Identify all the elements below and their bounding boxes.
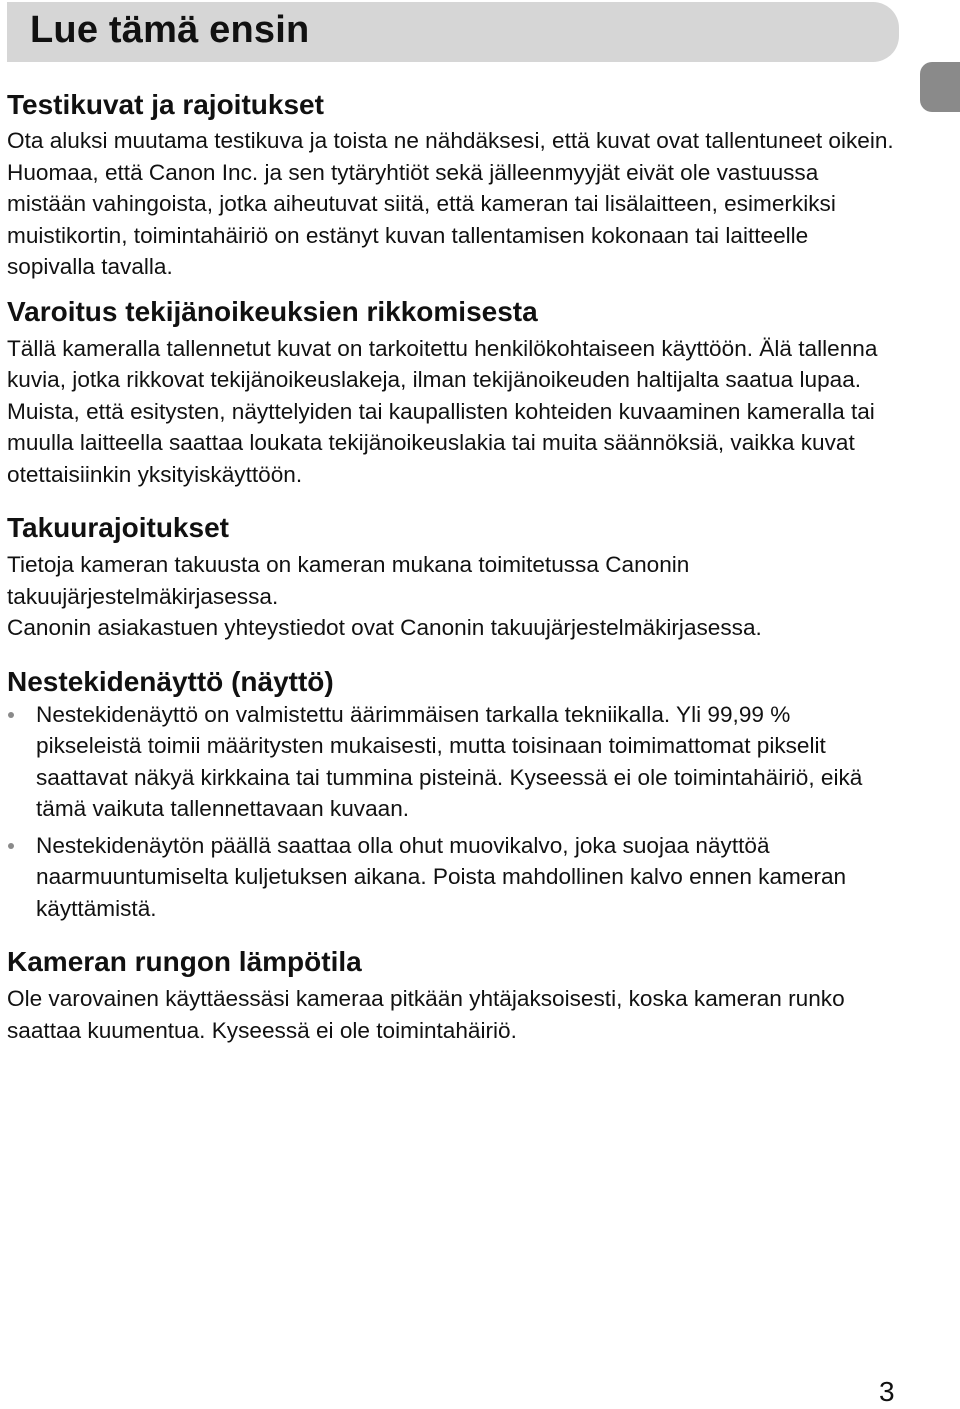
section-heading: Varoitus tekijänoikeuksien rikkomisesta xyxy=(7,295,538,327)
bullet-icon xyxy=(8,843,14,849)
page-number: 3 xyxy=(879,1376,895,1407)
page-content xyxy=(7,88,897,1046)
section-copyright-warning xyxy=(7,295,897,491)
bullet-icon xyxy=(8,712,14,718)
section-test-images xyxy=(7,88,897,283)
chapter-tab xyxy=(920,62,960,112)
section-paragraph: Ota aluksi muutama testikuva ja toista ne nähdäksesi, että kuvat ovat tallentuneet oikein. Huomaa, että Canon Inc. ja sen tytäryhtiöt sekä jälleenmyyjät eivät ole vastuussa mistään vahingoista, jotka aiheutuvat siitä, että kameran tai lisälaitteen, esimerkiksi muistikortin, toimintahäiriö on estänyt kuvan tallentamisen kokonaan tai laitteelle sopivalla tavalla. xyxy=(7,128,894,279)
section-paragraph: Tällä kameralla tallennetut kuvat on tarkoitettu henkilökohtaiseen käyttöön. Älä tallenna kuvia, jotka rikkovat tekijänoikeuslakeja, ilman tekijänoikeuden haltijalta saatua lupaa. Muista, että esitysten, näyttelyiden tai kaupallisten kohteiden kuvaaminen kameralla tai muulla laitteella saattaa loukata tekijänoikeuslakia tai muita säännöksiä, vaikka kuvat otettaisiinkin yksityiskäyttöön. xyxy=(7,335,878,487)
list-item xyxy=(7,830,897,925)
section-heading: Takuurajoitukset xyxy=(7,512,229,543)
list-item-text: Nestekidenäytön päällä saattaa olla ohut muovikalvo, joka suojaa näyttöä naarmuuntumiselta kuljetuksen aikana. Poista mahdollinen kalvo ennen kameran käyttämistä. xyxy=(36,832,847,921)
page-title: Lue tämä ensin xyxy=(30,9,310,51)
section-camera-body-temperature xyxy=(7,945,897,1046)
bullet-list xyxy=(7,699,897,925)
section-lcd-monitor xyxy=(7,665,897,925)
section-heading: Nestekidenäyttö (näyttö) xyxy=(7,665,334,697)
section-paragraph: Tietoja kameran takuusta on kameran mukana toimitetussa Canonin takuujärjestelmäkirjasessa. xyxy=(7,552,690,609)
section-warranty-limitations xyxy=(7,511,897,644)
section-paragraph: Ole varovainen käyttäessäsi kameraa pitkään yhtäjaksoisesti, koska kameran runko saattaa kuumentua. Kyseessä ei ole toimintahäiriö. xyxy=(7,986,845,1043)
section-paragraph: Canonin asiakastuen yhteystiedot ovat Canonin takuujärjestelmäkirjasessa. xyxy=(7,615,762,640)
section-heading: Kameran rungon lämpötila xyxy=(7,946,362,977)
list-item-text: Nestekidenäyttö on valmistettu äärimmäisen tarkalla tekniikalla. Yli 99,99 % pikseleistä toimii määritysten mukaisesti, mutta toisinaan toimimattomat pikselit saattavat näkyä kirkkaina tai tummina pisteinä. Kyseessä ei ole toimintahäiriö, eikä tämä vaikuta tallennettavaan kuvaan. xyxy=(36,701,863,821)
list-item xyxy=(7,699,897,825)
section-heading: Testikuvat ja rajoitukset xyxy=(7,89,324,120)
